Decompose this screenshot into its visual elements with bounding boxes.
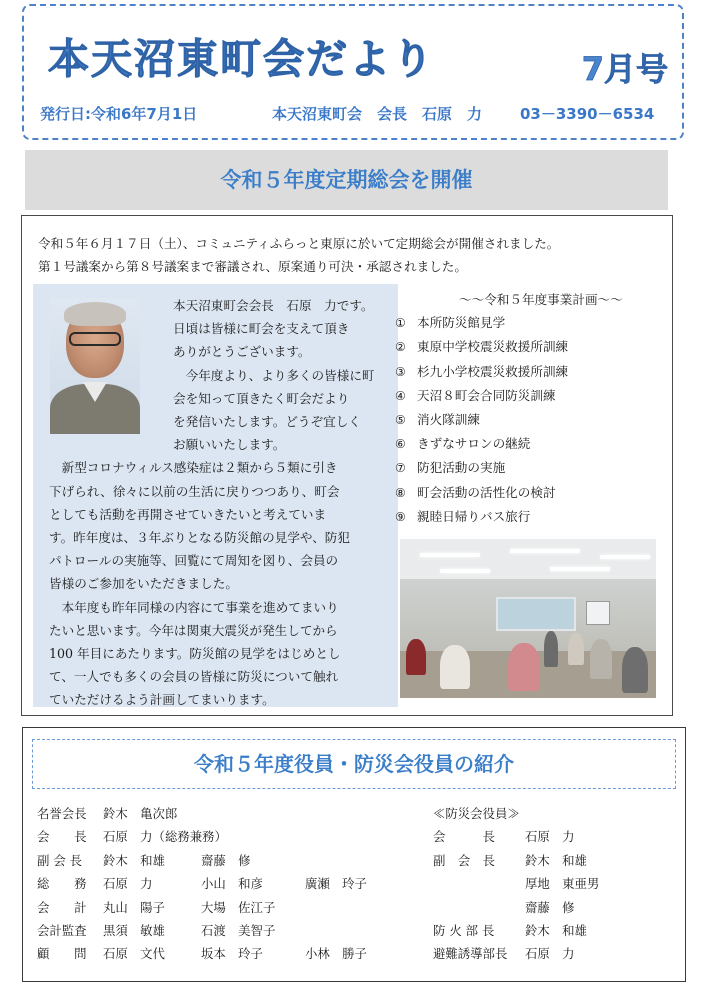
greeting-line: 下げられ、徐々に以前の生活に戻りつつあり、町会 [49, 483, 340, 499]
officer-role: 会 計 [37, 899, 87, 915]
disaster-name: 鈴木 和雄 [525, 922, 587, 938]
issue-date: 発行日:令和6年7月1日 [40, 105, 198, 123]
officer-role: 副 会 長 [37, 852, 83, 868]
newsletter-title: 本天沼東町会だより [48, 35, 435, 83]
publisher: 本天沼東町会 会長 石原 力 [272, 105, 483, 123]
greeting-line: を発信いたします。どうぞ宜しく [173, 414, 361, 430]
greeting-line: 会を知って頂きたく町会だより [173, 390, 350, 406]
officer-row [37, 802, 427, 825]
greeting-line: ていただけるよう計画してまいります。 [49, 692, 275, 708]
officer-name: 小山 和彦 [201, 876, 263, 892]
disaster-role: 防 火 部 長 [433, 922, 495, 938]
article-intro [38, 232, 668, 278]
disaster-name: 石原 力 [525, 946, 575, 962]
disaster-officer-row [433, 919, 673, 942]
greeting-line: 新型コロナウィルス感染症は２類から５類に引き [49, 460, 338, 476]
article-general-meeting [21, 215, 673, 716]
president-greeting-panel [33, 284, 398, 707]
officer-name: 廣瀬 玲子 [305, 876, 367, 892]
disaster-officer-row [433, 942, 673, 965]
business-plan-title: ～～令和５年度事業計画～～ [459, 292, 623, 307]
plan-item: ⑦ 防犯活動の実施 [395, 460, 506, 476]
disaster-officer-row [433, 849, 673, 872]
business-plan [395, 288, 665, 529]
masthead [22, 4, 684, 140]
officer-name: 鈴木 和雄 [103, 852, 165, 868]
plan-item: ① 本所防災館見学 [395, 315, 506, 331]
disaster-name: 鈴木 和雄 [525, 852, 587, 868]
officer-row [37, 872, 427, 895]
disaster-name: 石原 力 [525, 829, 575, 845]
officer-name: 石原 文代 [103, 946, 165, 962]
plan-item: ④ 天沼８町会合同防災訓練 [395, 387, 556, 403]
officer-name: 丸山 陽子 [103, 899, 165, 915]
officer-row [37, 942, 427, 965]
plan-item: ⑨ 親睦日帰りバス旅行 [395, 508, 531, 524]
officers-section [22, 727, 686, 982]
disaster-officer-row [433, 825, 673, 848]
officer-name: 石原 力 [103, 876, 153, 892]
officer-role: 総 務 [37, 876, 87, 892]
plan-item: ⑧ 町会活動の活性化の検討 [395, 484, 556, 500]
greeting-line: お願いいたします。 [173, 437, 286, 453]
business-plan-list [395, 311, 665, 529]
officer-name: 坂本 玲子 [201, 946, 263, 962]
officer-row [37, 825, 427, 848]
greeting-line: たいと思います。今年は関東大震災が発生してから [49, 622, 338, 638]
greeting-line: ありがとうございます。 [173, 344, 311, 360]
greeting-line: としても活動を再開させていきたいと考えていま [49, 506, 327, 522]
plan-item: ⑤ 消火隊訓練 [395, 412, 480, 428]
intro-line: 令和５年６月１７日（土）、コミュニティふらっと東原に於いて定期総会が開催されました。 [38, 236, 560, 251]
greeting-line: パトロールの実施等、回覧にて周知を図り、会員の [49, 553, 339, 569]
disaster-officer-roster [433, 802, 673, 966]
disaster-role: 避難誘導部長 [433, 946, 508, 962]
officer-name: 黒須 敏雄 [103, 922, 165, 938]
president-greeting-text [49, 294, 389, 712]
officer-row [37, 919, 427, 942]
phone-number: 03－3390－6534 [520, 105, 655, 123]
greeting-line: 日頃は皆様に町会を支えて頂き [173, 321, 350, 337]
disaster-roster-title: ≪防災会役員≫ [433, 806, 520, 821]
officer-name: 大場 佐江子 [201, 899, 276, 915]
officer-name: 齋藤 修 [201, 852, 251, 868]
officer-role: 会計監査 [37, 922, 87, 938]
greeting-line: 皆様のご参加をいただきました。 [49, 576, 238, 592]
section-heading-general-meeting: 令和５年度定期総会を開催 [25, 150, 668, 210]
issue-label: 7月号 [581, 50, 668, 88]
officer-name: 鈴木 亀次郎 [103, 806, 178, 821]
intro-line: 第１号議案から第８号議案まで審議され、原案通り可決・承認されました。 [38, 259, 467, 274]
officer-role: 会 長 [37, 829, 87, 845]
greeting-line: 今年度より、より多くの皆様に町 [173, 367, 375, 383]
officer-roster [37, 802, 427, 966]
officer-name: 石原 力（総務兼務） [103, 829, 227, 845]
greeting-line: 100 年目にあたります。防災館の見学をはじめとし [49, 646, 341, 662]
greeting-line: 本年度も昨年同様の内容にて事業を進めてまいり [49, 599, 339, 615]
officer-name: 小林 勝子 [305, 946, 367, 962]
disaster-role: 会 長 [433, 829, 495, 845]
plan-item: ⑥ きずなサロンの継続 [395, 436, 531, 452]
plan-item: ② 東原中学校震災救援所訓練 [395, 339, 569, 355]
officer-role: 名誉会長 [37, 806, 87, 821]
section-heading-officers: 令和５年度役員・防災会役員の紹介 [32, 739, 676, 789]
officer-name: 石渡 美智子 [201, 922, 276, 938]
disaster-role: 副 会 長 [433, 852, 495, 868]
plan-item: ③ 杉九小学校震災救援所訓練 [395, 363, 569, 379]
disaster-officer-row [433, 872, 673, 895]
officer-row [37, 849, 427, 872]
meeting-photo [400, 539, 656, 698]
disaster-name: 齋藤 修 [525, 899, 575, 915]
greeting-line: て、一人でも多くの会員の皆様に防災について触れ [49, 669, 339, 685]
officer-row [37, 896, 427, 919]
officer-role: 顧 問 [37, 946, 87, 962]
disaster-officer-row [433, 896, 673, 919]
greeting-line: 本天沼東町会会長 石原 力です。 [173, 298, 374, 313]
disaster-name: 厚地 東亜男 [525, 876, 600, 892]
greeting-line: す。昨年度は、３年ぶりとなる防災館の見学や、防犯 [49, 530, 350, 546]
